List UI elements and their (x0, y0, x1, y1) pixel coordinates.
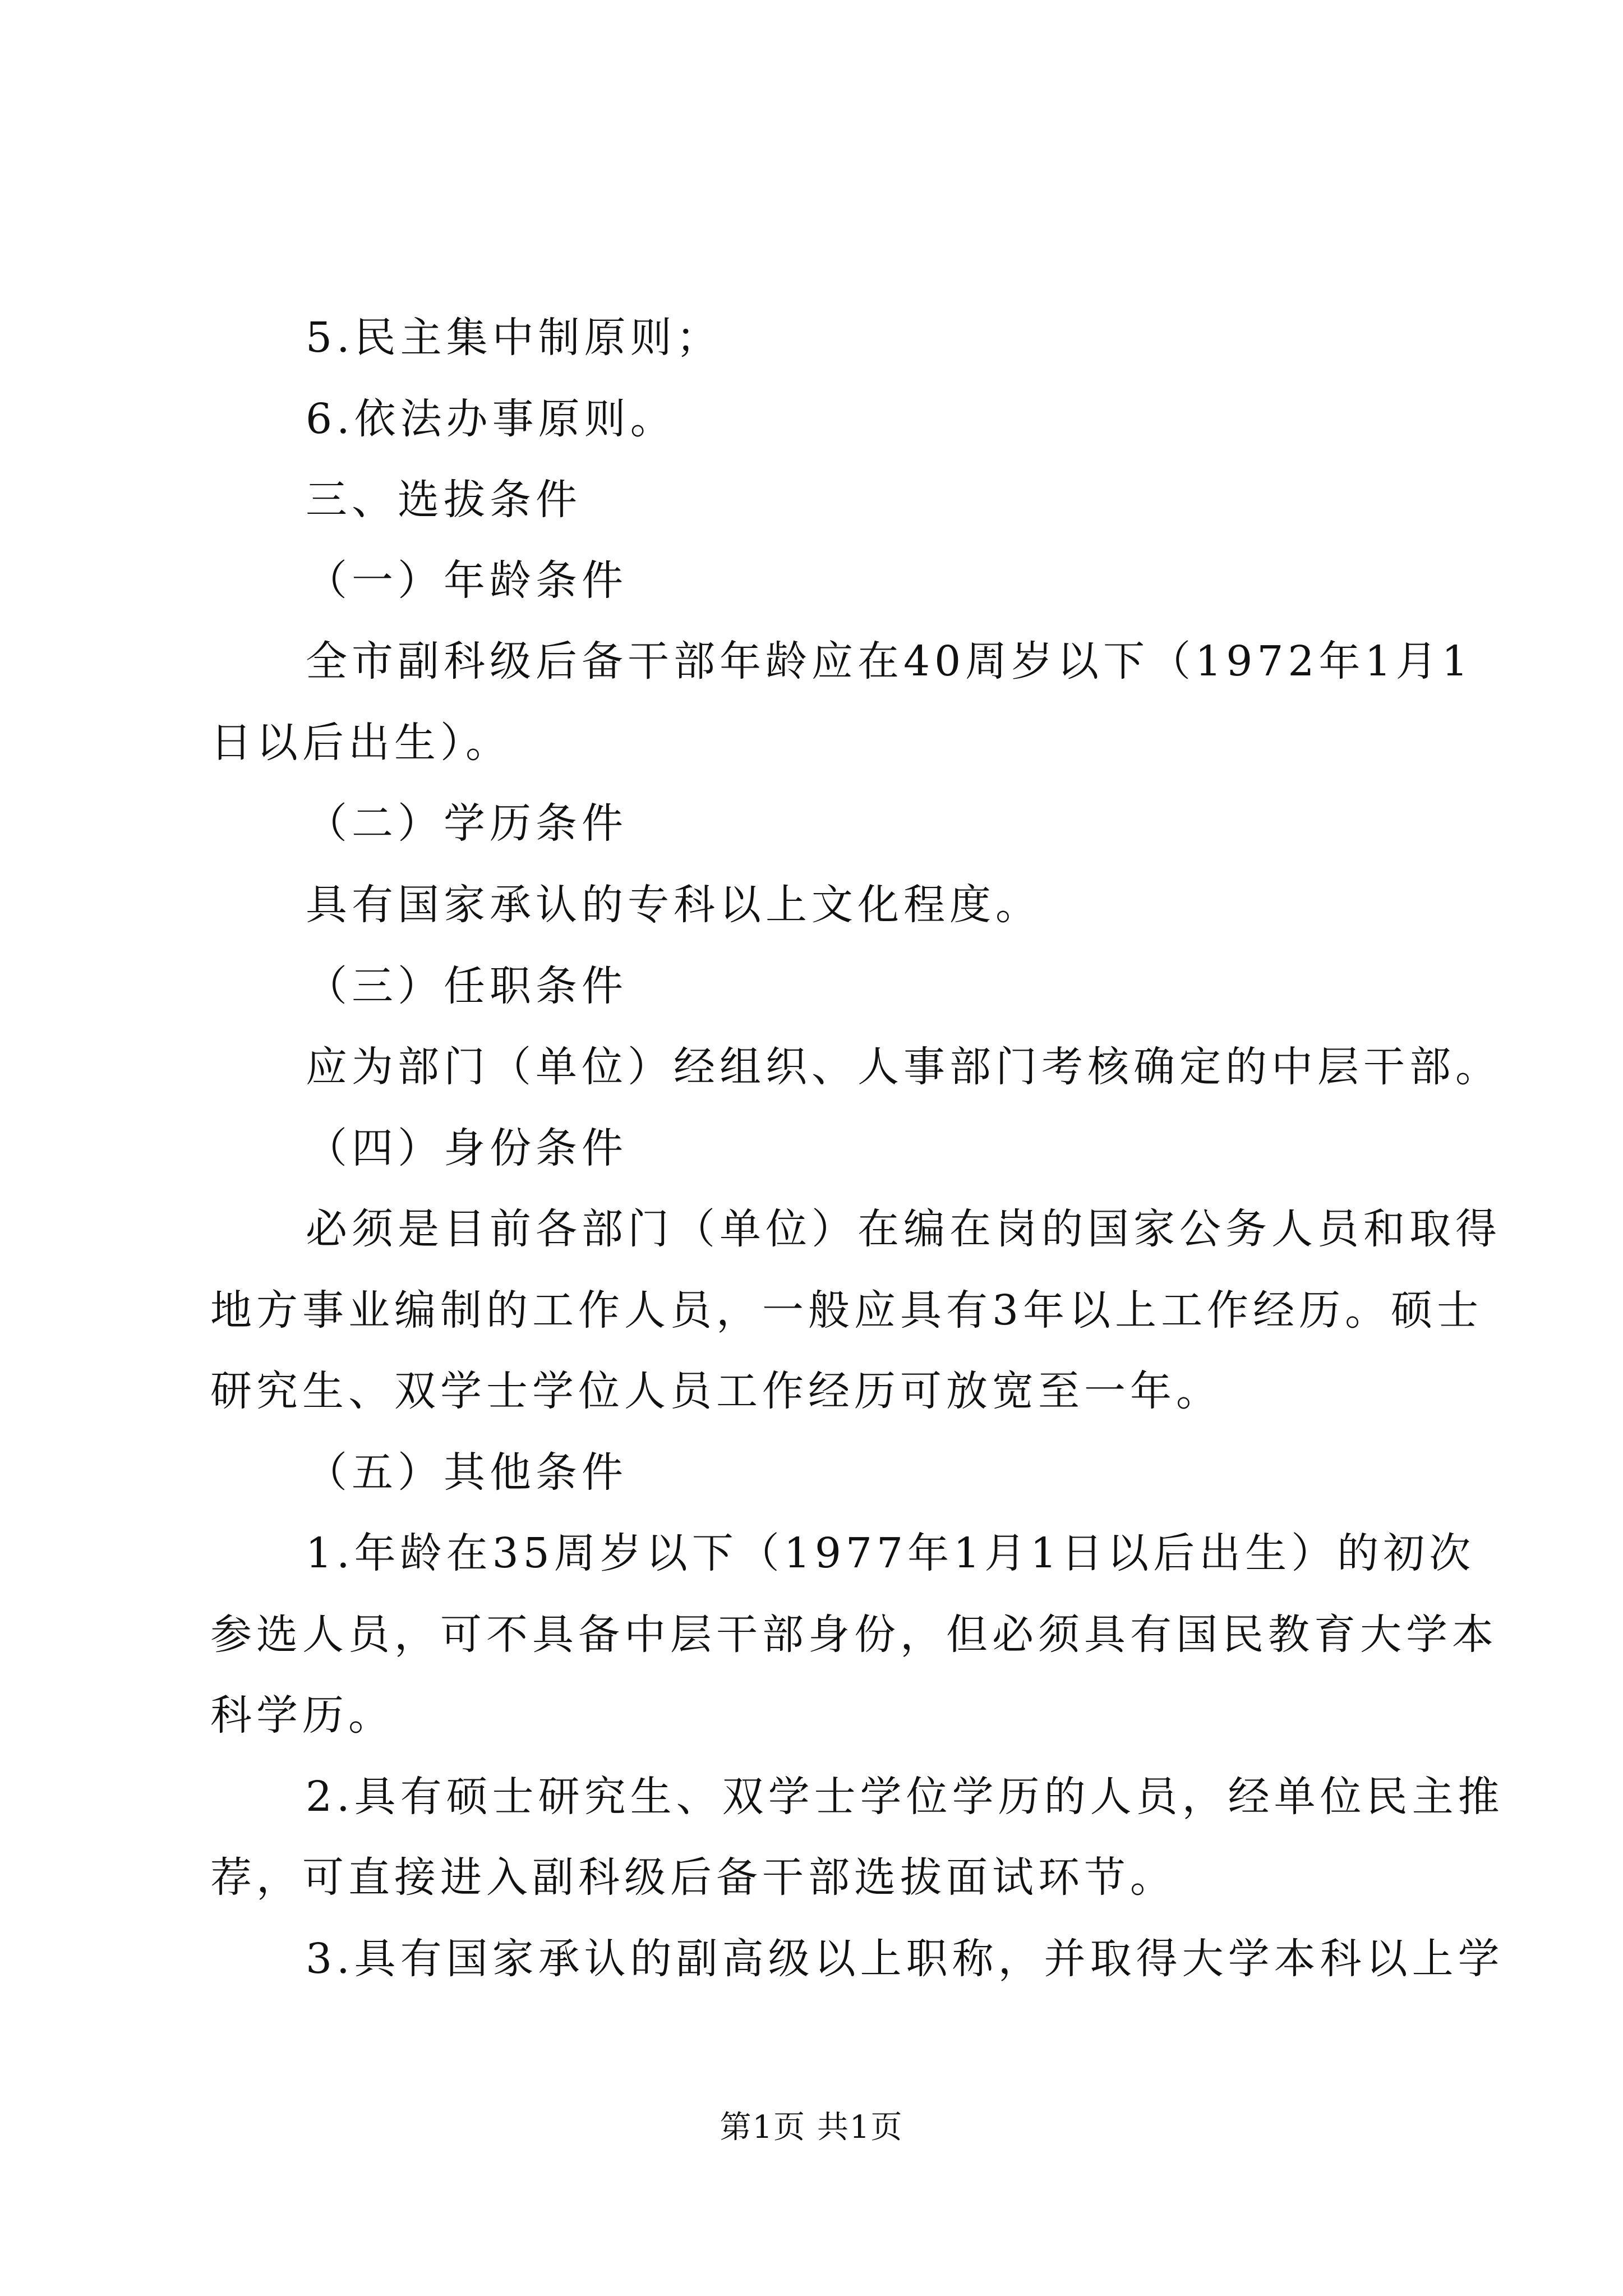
subsection-heading: （三）任职条件 (306, 962, 628, 1010)
text-line: 6.依法办事原则。 (306, 395, 676, 443)
text-line: 参选人员，可不具备中层干部身份，但必须具有国民教育大学本 (210, 1611, 1498, 1659)
text-line: 3.具有国家承认的副高级以上职称，并取得大学本科以上学 (306, 1935, 1504, 1983)
text-line: 5.民主集中制原则； (306, 314, 722, 362)
text-line: 荐，可直接进入副科级后备干部选拔面试环节。 (210, 1853, 1176, 1902)
text-line: 地方事业编制的工作人员，一般应具有3年以上工作经历。硕士 (210, 1286, 1483, 1335)
subsection-heading: （一）年龄条件 (306, 556, 628, 605)
text-line: 1.年龄在35周岁以下（1977年1月1日以后出生）的初次 (306, 1529, 1476, 1577)
subsection-heading: （二）学历条件 (306, 799, 628, 848)
text-line: 必须是目前各部门（单位）在编在岗的国家公务人员和取得 (306, 1205, 1501, 1253)
text-line: 具有国家承认的专科以上文化程度。 (306, 881, 1041, 929)
page-footer: 第1页 共1页 (720, 2109, 903, 2146)
text-line: 日以后出生）。 (210, 719, 511, 767)
subsection-heading: （五）其他条件 (306, 1448, 628, 1497)
text-line: 全市副科级后备干部年龄应在40周岁以下（1972年1月1 (306, 637, 1473, 685)
section-heading: 三、选拔条件 (306, 476, 582, 524)
text-line: 应为部门（单位）经组织、人事部门考核确定的中层干部。 (306, 1043, 1501, 1091)
subsection-heading: （四）身份条件 (306, 1124, 628, 1172)
text-line: 科学历。 (210, 1691, 394, 1740)
text-line: 2.具有硕士研究生、双学士学位学历的人员，经单位民主推 (306, 1773, 1504, 1821)
text-line: 研究生、双学士学位人员工作经历可放宽至一年。 (210, 1367, 1222, 1415)
